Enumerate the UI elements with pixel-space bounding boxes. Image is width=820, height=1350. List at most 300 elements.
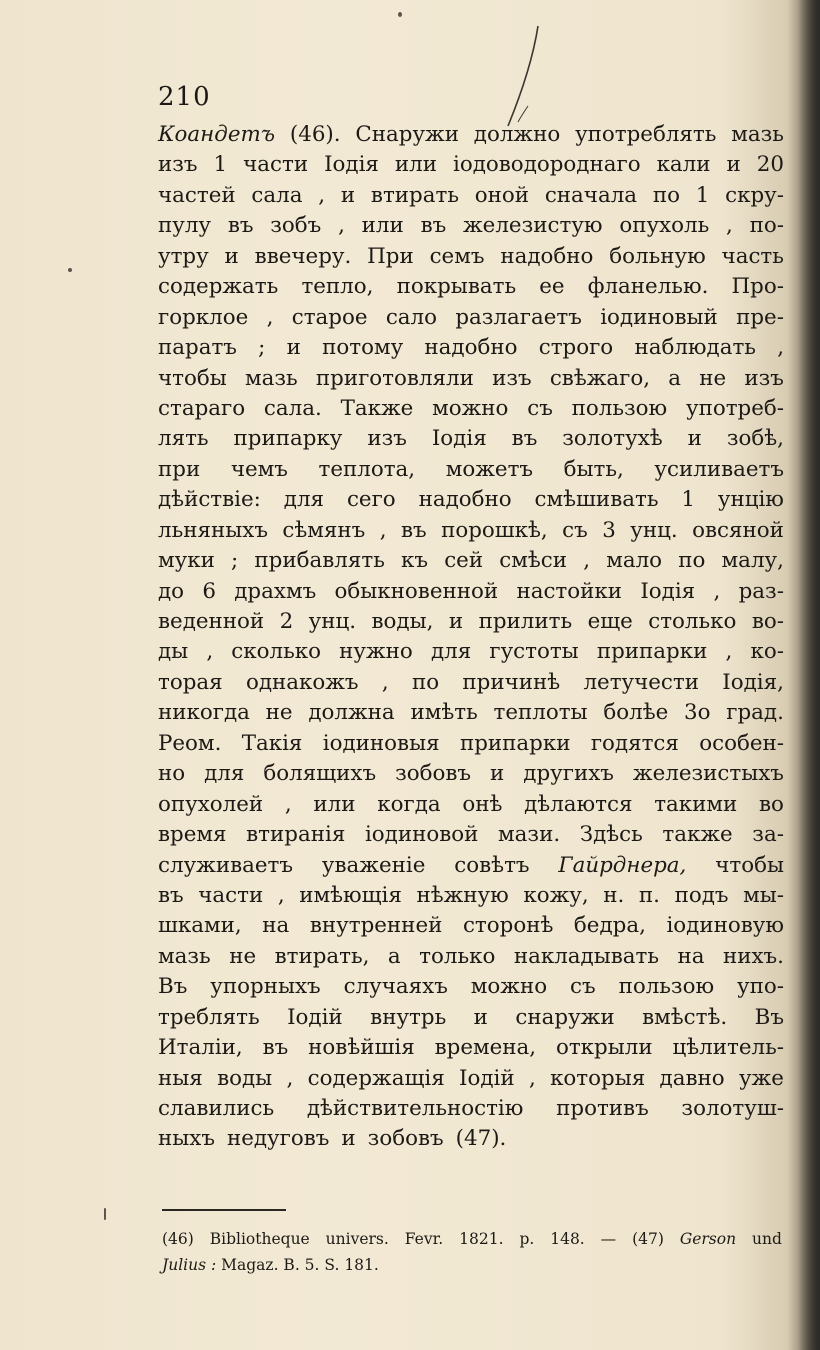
word: торая — [158, 669, 223, 695]
word: 3 — [602, 517, 616, 543]
word: въ — [400, 517, 427, 543]
word: мазь — [244, 365, 298, 391]
text-line — [158, 698, 784, 728]
word: смѣшивать — [534, 487, 659, 513]
word: летучести — [583, 669, 699, 695]
footnote-word: Fevr. — [404, 1230, 444, 1248]
word: теплоты — [493, 700, 588, 726]
word: мазь — [731, 122, 784, 147]
word: обыкновенной — [334, 578, 499, 604]
word: чтобы — [715, 852, 784, 878]
text-line — [158, 972, 784, 1002]
text-line — [158, 150, 784, 180]
paper-speck — [398, 12, 402, 17]
word: внутренней — [309, 913, 443, 939]
word: по — [652, 182, 680, 208]
text-line — [158, 516, 784, 546]
word: особен- — [699, 730, 784, 756]
word: уваженіе — [321, 852, 426, 878]
word: воды, — [371, 609, 434, 634]
word: къ — [401, 548, 429, 574]
text-line — [158, 120, 784, 150]
word: или — [394, 152, 438, 178]
word: ко- — [750, 639, 784, 665]
word: новѣйшія — [308, 1035, 415, 1061]
word: сало — [385, 304, 438, 330]
word: , — [318, 182, 326, 208]
footnote-word: univers. — [325, 1230, 389, 1248]
word: изъ — [492, 365, 532, 391]
body-text — [158, 120, 784, 1155]
word: мы- — [743, 882, 784, 908]
word: железистыхъ — [632, 761, 784, 787]
word: также — [662, 822, 733, 848]
word: теплота, — [318, 456, 416, 482]
word: лять — [158, 426, 209, 452]
word: опухоль — [619, 213, 710, 239]
text-line — [158, 1124, 784, 1154]
word: , — [338, 213, 345, 239]
footnote-word: (47) — [632, 1230, 664, 1248]
word: и — [341, 1126, 356, 1152]
word: и — [726, 152, 741, 178]
footnote-line — [162, 1226, 782, 1252]
word: зобѣ, — [726, 426, 784, 452]
word: а — [387, 943, 401, 969]
word: не — [265, 700, 293, 726]
word: бедра, — [573, 913, 646, 939]
word: густоты — [489, 639, 579, 665]
word: семъ — [429, 243, 485, 269]
word: треблять — [158, 1004, 260, 1030]
word: , — [528, 1065, 536, 1091]
word: больную — [609, 243, 706, 269]
word: въ — [158, 882, 184, 908]
word: содержащія — [307, 1065, 445, 1091]
word: за- — [752, 822, 784, 848]
word: утру — [158, 243, 209, 269]
word: наблюдать — [634, 335, 756, 361]
word: Снаружи — [355, 122, 459, 147]
word: времена, — [434, 1035, 537, 1061]
footnote-word: und — [751, 1230, 782, 1248]
text-line — [158, 1064, 784, 1094]
word: паратъ — [158, 335, 237, 361]
word: , — [266, 304, 274, 330]
word: уже — [738, 1065, 784, 1091]
word: когда — [377, 791, 441, 817]
word: сначала — [544, 182, 638, 208]
word: дѣйствительностію — [306, 1096, 524, 1121]
word: овсяной — [692, 517, 784, 543]
word: тепло, — [301, 274, 374, 300]
word: годятся — [590, 730, 679, 756]
word: нѣжную — [416, 882, 509, 908]
word: Іодій — [287, 1004, 343, 1030]
word: не — [699, 365, 727, 391]
word: или — [361, 213, 404, 239]
word: во — [759, 791, 784, 817]
footnotes — [162, 1226, 782, 1278]
text-line — [158, 333, 784, 363]
footnote-author: Julius : — [162, 1256, 217, 1274]
word: 1 — [695, 182, 710, 208]
word: горклое — [158, 304, 249, 330]
word: н. — [603, 882, 625, 908]
word: и — [286, 335, 301, 361]
word: 6 — [202, 578, 216, 604]
word: , — [713, 578, 721, 604]
word: іодиновую — [666, 913, 784, 939]
word: которыя — [550, 1065, 646, 1091]
word: оной — [474, 182, 530, 208]
text-line — [158, 242, 784, 272]
word: сѣмянъ — [282, 517, 366, 543]
word: сколько — [231, 639, 322, 665]
word: , — [286, 1065, 294, 1091]
word: должно — [473, 122, 561, 147]
word: служиваетъ — [158, 852, 293, 878]
word: потому — [322, 335, 404, 361]
text-line — [158, 881, 784, 911]
footnote-line — [162, 1252, 782, 1278]
word: Гайрднера, — [558, 852, 687, 878]
text-line — [158, 1094, 784, 1124]
word: драхмъ — [234, 578, 317, 604]
word: Про- — [731, 274, 784, 300]
word: давно — [659, 1065, 725, 1091]
word: Іодія — [640, 578, 696, 604]
word: и — [473, 1004, 488, 1030]
word: свѣжаго, — [549, 365, 651, 391]
word: чемъ — [230, 456, 288, 482]
word: столько — [648, 609, 737, 634]
word: припарки — [596, 639, 708, 665]
word: сторонѣ — [462, 913, 554, 939]
word: прибавлять — [254, 548, 385, 574]
word: надобно — [424, 335, 518, 361]
word: зобъ — [270, 213, 322, 239]
word: 1 — [213, 152, 228, 178]
word: ; — [258, 335, 266, 361]
word: , — [381, 669, 389, 695]
word: унцію — [717, 487, 784, 513]
word: въ — [262, 1035, 289, 1061]
word: такими — [654, 791, 738, 817]
word: имѣть — [410, 700, 478, 726]
word: другихъ — [523, 761, 614, 787]
word: можетъ — [445, 456, 534, 482]
word: имѣющія — [299, 882, 402, 908]
page-number: 210 — [158, 82, 211, 112]
word: открыли — [555, 1035, 653, 1061]
word: унц. — [630, 517, 678, 543]
word: (46). — [289, 122, 341, 147]
word: , — [726, 213, 733, 239]
word: съ — [570, 974, 596, 1000]
word: сего — [346, 487, 396, 513]
text-line — [158, 394, 784, 424]
text-line — [158, 546, 784, 576]
word: веденной — [158, 609, 265, 634]
word: втирать — [370, 182, 459, 208]
word: приготовляли — [315, 365, 474, 391]
word: упорныхъ — [210, 974, 321, 1000]
word: упо- — [737, 974, 784, 1000]
word: только — [419, 943, 496, 969]
word: но — [158, 761, 186, 787]
word: Въ — [754, 1004, 784, 1030]
word: во- — [751, 609, 784, 634]
text-line — [158, 272, 784, 302]
word: , — [725, 639, 733, 665]
word: іодиновыя — [322, 730, 440, 756]
text-line — [158, 637, 784, 667]
word: пулу — [158, 213, 212, 239]
text-line — [158, 211, 784, 241]
footnote-word: (46) — [162, 1230, 194, 1248]
word: (47). — [455, 1126, 507, 1152]
word: для — [283, 487, 325, 513]
word: мази. — [498, 822, 561, 848]
word: втиранія — [246, 822, 346, 848]
word: зобовъ — [395, 761, 472, 787]
pencil-mark — [498, 22, 544, 132]
word: 2 — [279, 609, 294, 634]
word: , — [284, 791, 292, 817]
word: раз- — [738, 578, 784, 604]
word: Такія — [241, 730, 303, 756]
word: по — [678, 548, 706, 574]
footnote-word: Gerson — [679, 1230, 737, 1248]
word: смѣси — [499, 548, 568, 574]
word: внутрь — [370, 1004, 447, 1030]
word: дѣйствіе: — [158, 487, 261, 513]
footnote-word: — — [600, 1230, 617, 1248]
footnote-word: 1821. — [459, 1230, 504, 1248]
word: опухолей — [158, 791, 264, 817]
word: стараго — [158, 395, 246, 421]
word: подъ — [674, 882, 729, 908]
text-line — [158, 424, 784, 454]
word: муки — [158, 548, 215, 574]
word: втирать, — [274, 943, 370, 969]
word: ныхъ — [158, 1126, 215, 1152]
word: часть — [721, 243, 784, 269]
word: противъ — [556, 1096, 649, 1121]
word: іодоводороднаго — [453, 152, 641, 178]
word: При — [367, 243, 414, 269]
word: , — [379, 517, 387, 543]
word: железистую — [463, 213, 603, 239]
word: чтобы — [158, 365, 227, 391]
word: припарки — [459, 730, 571, 756]
word: еще — [587, 609, 633, 634]
word: Италіи, — [158, 1035, 243, 1061]
word: 1 — [681, 487, 695, 513]
word: покрывать — [396, 274, 517, 300]
word: изъ — [158, 152, 198, 178]
word: 20 — [756, 152, 784, 178]
word: частей — [158, 182, 236, 208]
word: на — [677, 943, 705, 969]
word: быть, — [563, 456, 624, 482]
word: по- — [749, 213, 784, 239]
word: льняныхъ — [158, 517, 268, 543]
word: , — [206, 639, 214, 665]
word: и — [224, 243, 239, 269]
word: недуговъ — [226, 1126, 330, 1152]
word: въ — [511, 426, 538, 452]
word: золотуш- — [681, 1096, 784, 1121]
word: шками, — [158, 913, 242, 939]
word: Іодія — [324, 152, 379, 178]
word: и — [340, 182, 356, 208]
word: пре- — [736, 304, 784, 330]
word: 3о — [684, 700, 711, 726]
word: дѣлаются — [524, 791, 633, 817]
text-line — [158, 1003, 784, 1033]
word: Здѣсь — [579, 822, 643, 848]
text-line — [158, 942, 784, 972]
word: малу, — [721, 548, 784, 574]
word: никогда — [158, 700, 250, 726]
word: славились — [158, 1096, 275, 1121]
text-line — [158, 820, 784, 850]
word: вмѣстѣ. — [642, 1004, 728, 1030]
word: совѣтъ — [454, 852, 530, 878]
word: съ — [562, 517, 588, 543]
text-line — [158, 911, 784, 941]
word: унц. — [308, 609, 357, 634]
word: въ — [420, 213, 447, 239]
word: кожу, — [523, 882, 589, 908]
word: въ — [227, 213, 254, 239]
word: болящихъ — [263, 761, 377, 787]
word: пользою — [618, 974, 715, 1000]
text-line — [158, 181, 784, 211]
word: однакожъ — [245, 669, 359, 695]
text-line — [158, 303, 784, 333]
word: по — [411, 669, 440, 695]
word: кали — [656, 152, 711, 178]
word: зобовъ — [367, 1126, 444, 1152]
word: для — [204, 761, 245, 787]
text-line — [158, 668, 784, 698]
word: не — [229, 943, 257, 969]
word: Реом. — [158, 730, 222, 756]
word: воды — [217, 1065, 273, 1091]
word: прилить — [478, 609, 573, 634]
word: іодиновой — [364, 822, 479, 848]
word: изъ — [744, 365, 784, 391]
word: ды — [158, 639, 189, 665]
word: порошкѣ, — [441, 517, 548, 543]
footnote-source: Magaz. B. 5. S. 181. — [221, 1256, 379, 1274]
word: строго — [538, 335, 614, 361]
word: надобно — [500, 243, 594, 269]
word: для — [430, 639, 472, 665]
word: град. — [726, 700, 784, 726]
word: части — [198, 882, 264, 908]
word: п. — [638, 882, 660, 908]
word: разлагаетъ — [455, 304, 582, 330]
word: золотухѣ — [562, 426, 663, 452]
text-line — [158, 851, 784, 881]
footnote-word: Bibliotheque — [209, 1230, 310, 1248]
text-line — [158, 729, 784, 759]
word: ; — [231, 548, 239, 574]
word: и — [687, 426, 702, 452]
footnote-word: 148. — [550, 1230, 585, 1248]
word: время — [158, 822, 227, 848]
word: съ — [527, 395, 553, 421]
word: мало — [606, 548, 663, 574]
word: можно — [432, 395, 509, 421]
word: случаяхъ — [343, 974, 448, 1000]
word: Іодія — [431, 426, 487, 452]
word: сала. — [263, 395, 322, 421]
word: должна — [308, 700, 395, 726]
word: , — [583, 548, 591, 574]
word: можно — [470, 974, 548, 1000]
word: мазь — [158, 943, 211, 969]
word: содержать — [158, 274, 279, 300]
word: нихъ. — [722, 943, 784, 969]
page-edge-shadow — [798, 0, 820, 1350]
text-line — [158, 759, 784, 789]
word: старое — [291, 304, 368, 330]
text-line — [158, 455, 784, 485]
word: припарку — [233, 426, 343, 452]
word: нужно — [339, 639, 413, 665]
word: онѣ — [462, 791, 503, 817]
text-line — [158, 485, 784, 515]
word: на — [262, 913, 290, 939]
word: усиливаетъ — [654, 456, 784, 482]
word: употреб- — [685, 395, 784, 421]
word: надобно — [418, 487, 512, 513]
word: Также — [340, 395, 414, 421]
word: Въ — [158, 974, 188, 1000]
word: употреблять — [575, 122, 717, 147]
word: ввечеру. — [254, 243, 352, 269]
word: накладывать — [513, 943, 660, 969]
word: при — [158, 456, 201, 482]
footnote-rule — [162, 1209, 286, 1211]
word: сей — [444, 548, 484, 574]
text-line — [158, 1033, 784, 1063]
word: и — [448, 609, 464, 634]
word: и — [490, 761, 505, 787]
word: ее — [539, 274, 565, 300]
footnote-word: p. — [519, 1230, 535, 1248]
word: іодиновый — [600, 304, 718, 330]
word: снаружи — [515, 1004, 615, 1030]
word: причинѣ — [462, 669, 561, 695]
word: Іодій — [459, 1065, 515, 1091]
word: скру- — [725, 182, 784, 208]
word: сала — [251, 182, 303, 208]
word: настойки — [516, 578, 623, 604]
word: пользою — [571, 395, 668, 421]
paper-speck — [68, 268, 72, 272]
word: до — [158, 578, 185, 604]
word: болѣе — [603, 700, 669, 726]
word: ныя — [158, 1065, 203, 1091]
word: а — [668, 365, 682, 391]
word: цѣлитель- — [672, 1035, 784, 1061]
